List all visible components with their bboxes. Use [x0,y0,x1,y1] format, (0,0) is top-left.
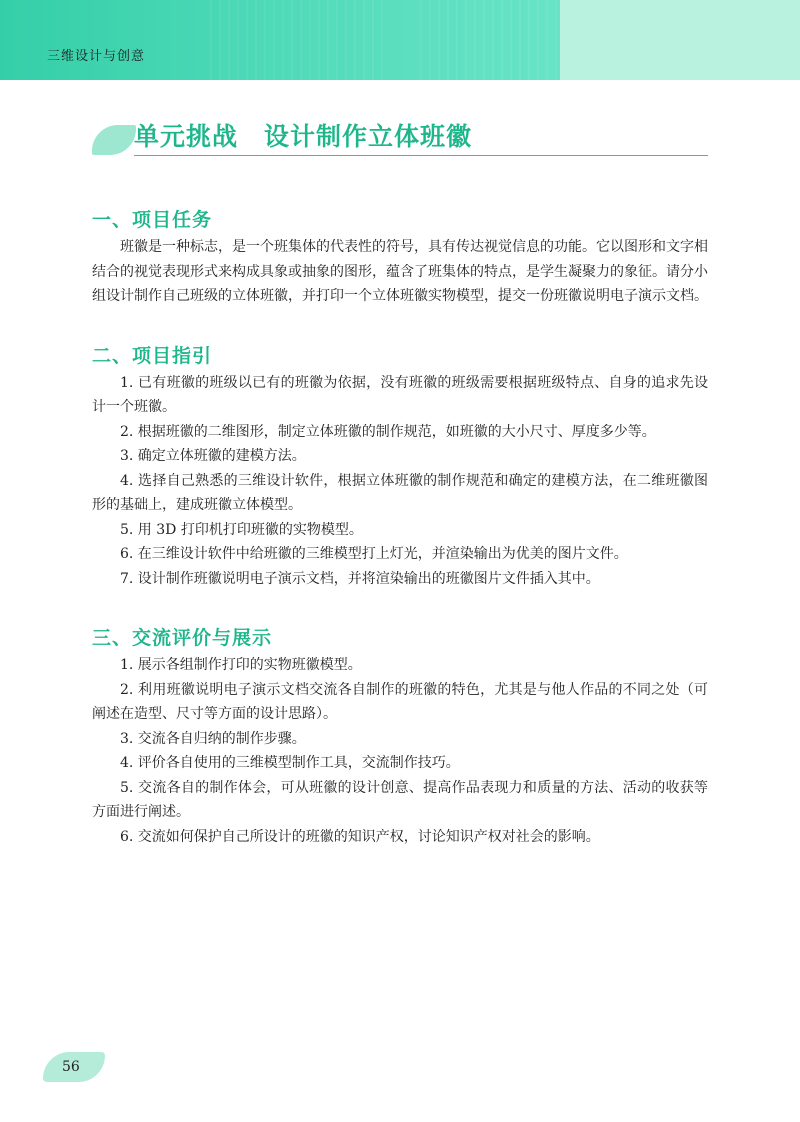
page-number: 56 [62,1059,80,1075]
section-guide [92,341,708,592]
list-item: 4. 选择自己熟悉的三维设计软件，根据立体班徽的制作规范和确定的建模方法，在二维班徽图形的基础上，建成班徽立体模型。 [92,472,708,513]
list-item: 7. 设计制作班徽说明电子演示文档，并将渲染输出的班徽图片文件插入其中。 [120,570,600,587]
section-heading: 三、交流评价与展示 [92,627,273,649]
section-review [92,623,708,849]
list-item: 2. 利用班徽说明电子演示文档交流各自制作的班徽的特色，尤其是与他人作品的不同之处（可阐述在造型、尺寸等方面的设计思路）。 [92,681,708,722]
book-title: 三维设计与创意 [47,49,146,64]
leaf-icon [92,125,136,155]
unit-title-row [92,115,708,157]
header-decoration [210,0,390,80]
list-item: 6. 在三维设计软件中给班徽的三维模型打上灯光，并渲染输出为优美的图片文件。 [120,546,628,562]
title-underline [134,155,708,156]
header-band [0,0,800,80]
list-item: 3. 确定立体班徽的建模方法。 [120,448,306,464]
section-task [92,205,708,309]
list-item: 5. 用 3D 打印机打印班徽的实物模型。 [120,521,363,538]
list-item: 1. 展示各组制作打印的实物班徽模型。 [120,657,362,673]
page-title: 单元挑战 设计制作立体班徽 [134,122,473,151]
list-item: 4. 评价各自使用的三维模型制作工具，交流制作技巧。 [120,755,460,771]
main-content [92,205,708,881]
list-item: 1. 已有班徽的班级以已有的班徽为依据，没有班徽的班级需要根据班级特点、自身的追求先设计一个班徽。 [92,374,708,415]
paragraph: 班徽是一种标志，是一个班集体的代表性的符号，具有传达视觉信息的功能。它以图形和文字相结合的视觉表现形式来构成具象或抽象的图形，蕴含了班集体的特点，是学生凝聚力的象征。请分小组设计制作自己班级的立体班徽，并打印一个立体班徽实物模型，提交一份班徽说明电子演示文档。 [92,239,708,304]
list-item: 3. 交流各自归纳的制作步骤。 [120,730,306,747]
section-heading: 一、项目任务 [92,209,213,231]
list-item: 2. 根据班徽的二维图形，制定立体班徽的制作规范，如班徽的大小尺寸、厚度多少等。 [120,423,656,440]
header-accent-block [560,0,800,80]
section-heading: 二、项目指引 [92,344,213,367]
header-decoration [420,0,560,80]
list-item: 5. 交流各自的制作体会，可从班徽的设计创意、提高作品表现力和质量的方法、活动的收获等方面进行阐述。 [92,779,708,820]
list-item: 6. 交流如何保护自己所设计的班徽的知识产权，讨论知识产权对社会的影响。 [120,828,600,845]
